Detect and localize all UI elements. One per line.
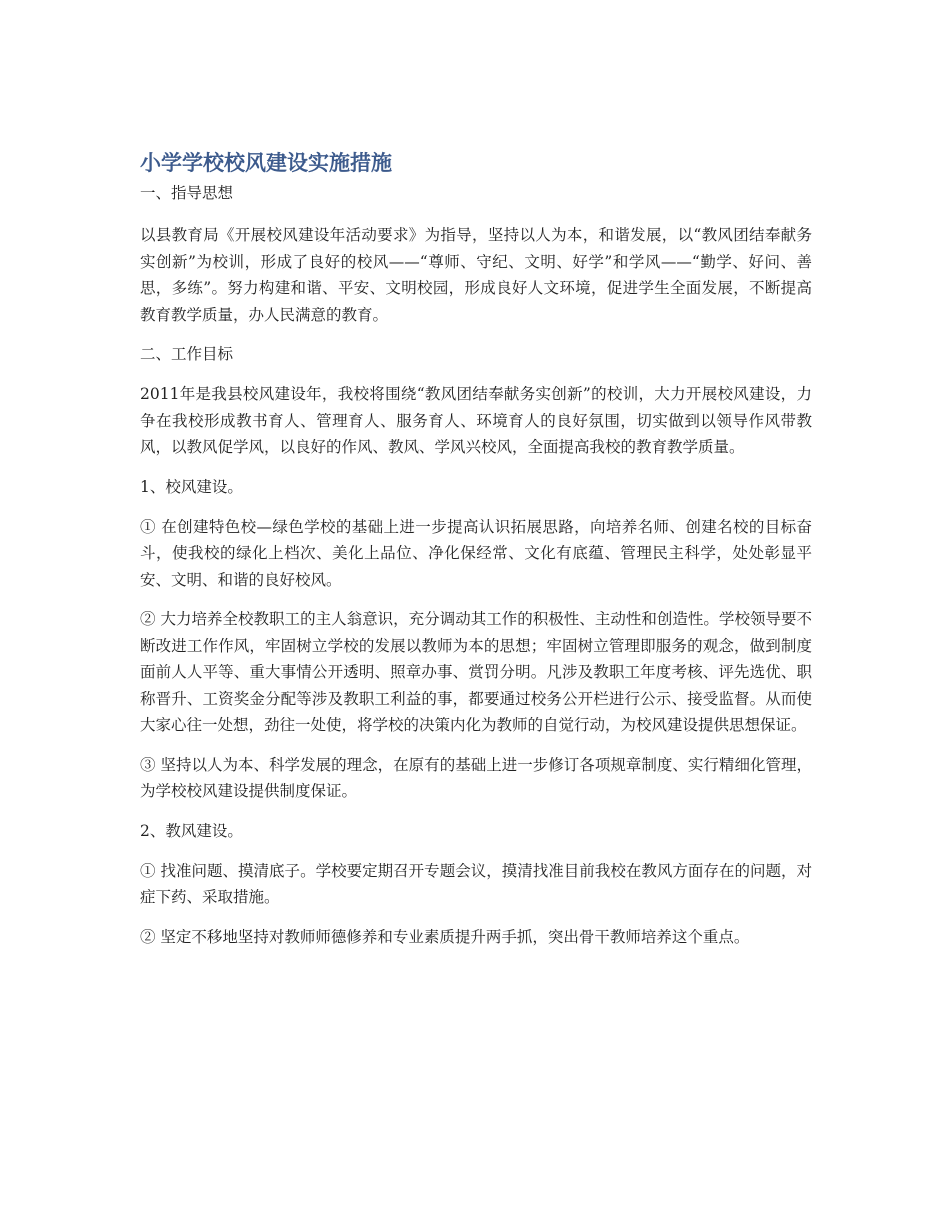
paragraph-school-spirit-item-2: ② 大力培养全校教职工的主人翁意识，充分调动其工作的积极性、主动性和创造性。学校领导要不断改进工作作风，牢固树立学校的发展以教师为本的思想；牢固树立管理即服务的观念，做到制度面前人人平等、重大事情公开透明、照章办事、赏罚分明。凡涉及教职工年度考核、评先选优、职称晋升、工资奖金分配等涉及教职工利益的事，都要通过校务公开栏进行公示、接受监督。从而使大家心往一处想，劲往一处使，将学校的决策内化为教师的自觉行动，为校风建设提供思想保证。	[140, 610, 812, 734]
paragraph-teaching-style-item-1: ① 找准问题、摸清底子。学校要定期召开专题会议，摸清找准目前我校在教风方面存在的问题，对症下药、采取措施。	[140, 861, 812, 906]
paragraph-guiding-ideology: 以县教育局《开展校风建设年活动要求》为指导，坚持以人为本，和谐发展，以“教风团结奉献务实创新”为校训，形成了良好的校风——“尊师、守纪、文明、好学”和学风——“勤学、好问、善思，多练”。努力构建和谐、平安、文明校园，形成良好人文环境，促进学生全面发展，不断提高教育教学质量，办人民满意的教育。	[140, 226, 812, 324]
section-heading-work-goals: 二、工作目标	[140, 345, 234, 363]
paragraph-teaching-style-item-2: ② 坚定不移地坚持对教师师德修养和专业素质提升两手抓，突出骨干教师培养这个重点。	[140, 927, 750, 946]
subheading-school-spirit: 1、校风建设。	[140, 477, 243, 496]
subheading-teaching-style: 2、教风建设。	[140, 821, 243, 840]
paragraph-school-spirit-item-3: ③ 坚持以人为本、科学发展的理念，在原有的基础上进一步修订各项规章制度、实行精细化管理，为学校校风建设提供制度保证。	[140, 755, 812, 800]
document-page	[140, 148, 812, 963]
document-title: 小学学校校风建设实施措施	[140, 151, 392, 175]
section-heading-guiding-ideology: 一、指导思想	[140, 184, 234, 202]
paragraph-school-spirit-item-1: ① 在创建特色校—绿色学校的基础上进一步提高认识拓展思路，向培养名师、创建名校的目标奋斗，使我校的绿化上档次、美化上品位、净化保经常、文化有底蕴、管理民主科学，处处彰显平安、文明、和谐的良好校风。	[140, 517, 812, 589]
paragraph-work-goals: 2011年是我县校风建设年，我校将围绕“教风团结奉献务实创新”的校训，大力开展校风建设，力争在我校形成教书育人、管理育人、服务育人、环境育人的良好氛围，切实做到以领导作风带教风，以教风促学风，以良好的作风、教风、学风兴校风，全面提高我校的教育教学质量。	[140, 385, 812, 456]
